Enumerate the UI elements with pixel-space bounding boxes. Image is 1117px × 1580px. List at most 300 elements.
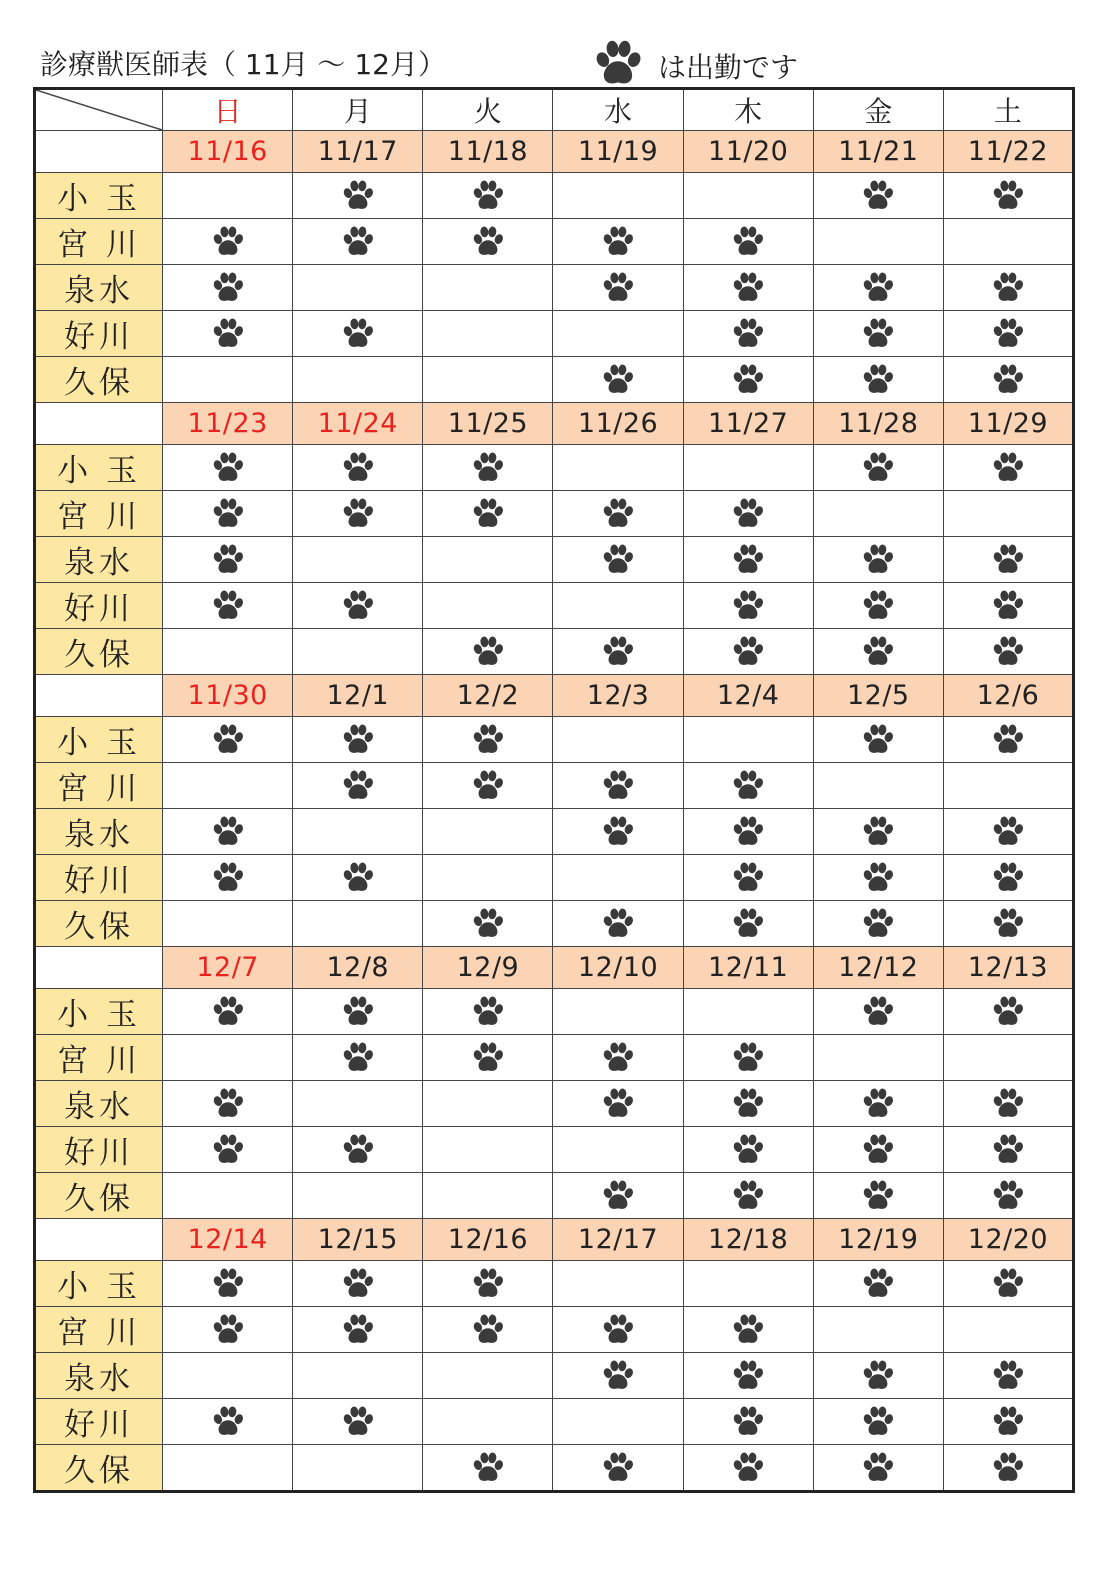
paw-icon [339, 1040, 377, 1076]
date-row [35, 947, 1074, 989]
date-cell: 11/29 [943, 403, 1073, 445]
duty-cell [683, 1173, 813, 1219]
doctor-row [35, 445, 1074, 491]
paw-icon [339, 1132, 377, 1168]
doctor-name: 宮 川 [35, 1307, 163, 1353]
duty-cell [553, 989, 683, 1035]
paw-icon [989, 542, 1027, 578]
date-row [35, 1219, 1074, 1261]
duty-cell [423, 1445, 553, 1492]
paw-icon [859, 588, 897, 624]
paw-icon [859, 1358, 897, 1394]
duty-cell [163, 989, 293, 1035]
paw-icon [209, 270, 247, 306]
duty-cell [293, 265, 423, 311]
paw-icon [989, 1132, 1027, 1168]
paw-icon [989, 1086, 1027, 1122]
duty-cell [683, 311, 813, 357]
paw-icon [469, 994, 507, 1030]
doctor-row [35, 717, 1074, 763]
date-cell: 11/21 [813, 131, 943, 173]
duty-cell [943, 445, 1073, 491]
duty-cell [163, 809, 293, 855]
duty-cell [683, 1081, 813, 1127]
page-header [40, 42, 1040, 86]
duty-cell [423, 1261, 553, 1307]
paw-icon [469, 722, 507, 758]
vet-schedule-table [33, 87, 1075, 1493]
date-cell: 12/3 [553, 675, 683, 717]
paw-icon [339, 496, 377, 532]
duty-cell [163, 491, 293, 537]
duty-cell [813, 173, 943, 219]
duty-cell [813, 1127, 943, 1173]
duty-cell [423, 445, 553, 491]
paw-icon [989, 860, 1027, 896]
duty-cell [943, 1399, 1073, 1445]
date-cell: 12/1 [293, 675, 423, 717]
paw-icon [859, 1450, 897, 1486]
date-cell: 12/10 [553, 947, 683, 989]
paw-icon [339, 1312, 377, 1348]
paw-icon [729, 860, 767, 896]
date-cell: 12/15 [293, 1219, 423, 1261]
weekday-header: 火 [423, 89, 553, 131]
paw-icon [209, 1404, 247, 1440]
duty-cell [293, 1353, 423, 1399]
paw-icon [599, 270, 637, 306]
doctor-row [35, 219, 1074, 265]
doctor-name: 宮 川 [35, 491, 163, 537]
doctor-row [35, 989, 1074, 1035]
paw-icon [339, 450, 377, 486]
paw-icon [989, 316, 1027, 352]
paw-icon [989, 270, 1027, 306]
duty-cell [943, 1261, 1073, 1307]
doctor-row [35, 491, 1074, 537]
duty-cell [683, 537, 813, 583]
paw-icon [599, 542, 637, 578]
doctor-name: 小 玉 [35, 989, 163, 1035]
duty-cell [293, 809, 423, 855]
duty-cell [553, 1399, 683, 1445]
duty-cell [813, 855, 943, 901]
duty-cell [423, 855, 553, 901]
paw-icon [469, 1040, 507, 1076]
paw-icon [989, 722, 1027, 758]
paw-icon [209, 450, 247, 486]
date-cell: 11/19 [553, 131, 683, 173]
paw-icon [989, 178, 1027, 214]
duty-cell [553, 717, 683, 763]
duty-cell [683, 445, 813, 491]
date-cell: 12/7 [163, 947, 293, 989]
paw-icon [339, 994, 377, 1030]
date-cell: 11/28 [813, 403, 943, 445]
duty-cell [813, 265, 943, 311]
doctor-row [35, 173, 1074, 219]
duty-cell [163, 855, 293, 901]
duty-cell [943, 491, 1073, 537]
duty-cell [683, 1261, 813, 1307]
duty-cell [163, 311, 293, 357]
paw-icon [859, 178, 897, 214]
duty-cell [943, 219, 1073, 265]
duty-cell [683, 629, 813, 675]
duty-cell [293, 1173, 423, 1219]
paw-icon [599, 1450, 637, 1486]
duty-cell [293, 1399, 423, 1445]
duty-cell [423, 763, 553, 809]
paw-icon [859, 1404, 897, 1440]
paw-icon [989, 906, 1027, 942]
doctor-name: 小 玉 [35, 173, 163, 219]
doctor-name: 好川 [35, 1127, 163, 1173]
duty-cell [423, 1127, 553, 1173]
paw-icon [469, 906, 507, 942]
doctor-name: 宮 川 [35, 763, 163, 809]
duty-cell [683, 265, 813, 311]
duty-cell [293, 629, 423, 675]
doctor-name: 好川 [35, 855, 163, 901]
paw-icon [729, 1040, 767, 1076]
paw-icon [989, 634, 1027, 670]
weekday-header: 日 [163, 89, 293, 131]
duty-cell [813, 901, 943, 947]
duty-cell [683, 1127, 813, 1173]
duty-cell [943, 717, 1073, 763]
doctor-row [35, 1353, 1074, 1399]
duty-cell [683, 1399, 813, 1445]
paw-icon [209, 316, 247, 352]
date-cell: 11/26 [553, 403, 683, 445]
duty-cell [813, 491, 943, 537]
duty-cell [943, 1353, 1073, 1399]
date-row [35, 675, 1074, 717]
doctor-row [35, 1445, 1074, 1492]
paw-icon [209, 722, 247, 758]
duty-cell [813, 1399, 943, 1445]
paw-icon [859, 450, 897, 486]
paw-icon [469, 1266, 507, 1302]
duty-cell [423, 357, 553, 403]
blank-cell [35, 947, 163, 989]
duty-cell [423, 989, 553, 1035]
duty-cell [683, 717, 813, 763]
duty-cell [813, 311, 943, 357]
duty-cell [813, 537, 943, 583]
paw-icon [590, 37, 646, 91]
legend [590, 42, 798, 86]
paw-icon [729, 814, 767, 850]
paw-icon [339, 588, 377, 624]
paw-icon [209, 1312, 247, 1348]
duty-cell [813, 1035, 943, 1081]
duty-cell [163, 1353, 293, 1399]
paw-icon [859, 316, 897, 352]
duty-cell [423, 265, 553, 311]
duty-cell [553, 1445, 683, 1492]
date-cell: 11/23 [163, 403, 293, 445]
doctor-row [35, 1081, 1074, 1127]
date-cell: 12/13 [943, 947, 1073, 989]
duty-cell [813, 1081, 943, 1127]
paw-icon [209, 588, 247, 624]
duty-cell [683, 1035, 813, 1081]
duty-cell [683, 491, 813, 537]
paw-icon [729, 906, 767, 942]
paw-icon [339, 860, 377, 896]
duty-cell [813, 763, 943, 809]
duty-cell [553, 445, 683, 491]
duty-cell [293, 173, 423, 219]
duty-cell [163, 1081, 293, 1127]
doctor-name: 久保 [35, 1445, 163, 1492]
paw-icon [859, 994, 897, 1030]
duty-cell [293, 583, 423, 629]
duty-cell [293, 1307, 423, 1353]
paw-icon [469, 1312, 507, 1348]
duty-cell [553, 763, 683, 809]
page-title: 診療獣医師表（ 11月 〜 12月） [40, 48, 446, 81]
weekday-header: 木 [683, 89, 813, 131]
duty-cell [943, 1307, 1073, 1353]
doctor-name: 泉水 [35, 537, 163, 583]
doctor-name: 久保 [35, 901, 163, 947]
paw-icon [209, 814, 247, 850]
duty-cell [683, 583, 813, 629]
duty-cell [683, 855, 813, 901]
date-cell: 12/11 [683, 947, 813, 989]
paw-icon [729, 542, 767, 578]
duty-cell [423, 311, 553, 357]
paw-icon [209, 224, 247, 260]
duty-cell [553, 901, 683, 947]
doctor-row [35, 1307, 1074, 1353]
paw-icon [339, 316, 377, 352]
duty-cell [163, 1261, 293, 1307]
paw-icon [859, 1178, 897, 1214]
duty-cell [553, 1173, 683, 1219]
paw-icon [469, 178, 507, 214]
doctor-name: 宮 川 [35, 1035, 163, 1081]
duty-cell [293, 989, 423, 1035]
paw-icon [989, 1404, 1027, 1440]
duty-cell [423, 901, 553, 947]
duty-cell [423, 1307, 553, 1353]
date-cell: 11/17 [293, 131, 423, 173]
duty-cell [293, 311, 423, 357]
duty-cell [423, 717, 553, 763]
duty-cell [293, 855, 423, 901]
duty-cell [943, 1127, 1073, 1173]
duty-cell [813, 219, 943, 265]
date-cell: 11/27 [683, 403, 813, 445]
duty-cell [293, 1127, 423, 1173]
paw-icon [859, 722, 897, 758]
doctor-row [35, 763, 1074, 809]
doctor-name: 久保 [35, 357, 163, 403]
blank-cell [35, 403, 163, 445]
duty-cell [943, 1081, 1073, 1127]
duty-cell [553, 173, 683, 219]
duty-cell [163, 173, 293, 219]
paw-icon [859, 362, 897, 398]
date-row [35, 131, 1074, 173]
doctor-row [35, 583, 1074, 629]
doctor-row [35, 901, 1074, 947]
paw-icon [209, 860, 247, 896]
duty-cell [813, 583, 943, 629]
duty-cell [423, 1399, 553, 1445]
paw-icon [209, 1086, 247, 1122]
duty-cell [163, 1307, 293, 1353]
duty-cell [553, 311, 683, 357]
date-cell: 11/30 [163, 675, 293, 717]
duty-cell [943, 901, 1073, 947]
diagonal-line [36, 90, 162, 130]
paw-icon [729, 1404, 767, 1440]
duty-cell [813, 1445, 943, 1492]
duty-cell [553, 809, 683, 855]
weekday-header: 水 [553, 89, 683, 131]
duty-cell [553, 1081, 683, 1127]
date-row [35, 403, 1074, 445]
duty-cell [293, 763, 423, 809]
paw-icon [729, 634, 767, 670]
doctor-name: 好川 [35, 583, 163, 629]
duty-cell [813, 1173, 943, 1219]
doctor-row [35, 855, 1074, 901]
duty-cell [163, 901, 293, 947]
paw-icon [209, 1266, 247, 1302]
duty-cell [813, 629, 943, 675]
doctor-name: 好川 [35, 1399, 163, 1445]
doctor-row [35, 809, 1074, 855]
paw-icon [599, 362, 637, 398]
duty-cell [163, 1035, 293, 1081]
duty-cell [163, 717, 293, 763]
paw-icon [989, 1358, 1027, 1394]
duty-cell [423, 583, 553, 629]
duty-cell [943, 855, 1073, 901]
duty-cell [423, 173, 553, 219]
duty-cell [683, 809, 813, 855]
doctor-name: 小 玉 [35, 1261, 163, 1307]
legend-text: は出勤です [658, 51, 799, 84]
date-cell: 11/25 [423, 403, 553, 445]
duty-cell [423, 1173, 553, 1219]
weekday-header-row [35, 89, 1074, 131]
date-cell: 11/22 [943, 131, 1073, 173]
paw-icon [989, 814, 1027, 850]
paw-icon [209, 496, 247, 532]
paw-icon [469, 496, 507, 532]
duty-cell [813, 1353, 943, 1399]
paw-icon [729, 1450, 767, 1486]
duty-cell [553, 537, 683, 583]
duty-cell [163, 537, 293, 583]
paw-icon [599, 1358, 637, 1394]
duty-cell [293, 219, 423, 265]
duty-cell [683, 1445, 813, 1492]
paw-icon [989, 1178, 1027, 1214]
paw-icon [599, 906, 637, 942]
paw-icon [729, 316, 767, 352]
duty-cell [943, 357, 1073, 403]
duty-cell [813, 357, 943, 403]
date-cell: 11/16 [163, 131, 293, 173]
paw-icon [469, 450, 507, 486]
duty-cell [813, 809, 943, 855]
duty-cell [423, 809, 553, 855]
paw-icon [989, 994, 1027, 1030]
duty-cell [813, 1307, 943, 1353]
paw-icon [599, 1040, 637, 1076]
weekday-header: 月 [293, 89, 423, 131]
paw-icon [989, 1450, 1027, 1486]
duty-cell [293, 445, 423, 491]
duty-cell [553, 1035, 683, 1081]
duty-cell [683, 219, 813, 265]
duty-cell [683, 173, 813, 219]
duty-cell [943, 1173, 1073, 1219]
duty-cell [943, 537, 1073, 583]
paw-icon [859, 542, 897, 578]
date-cell: 12/17 [553, 1219, 683, 1261]
duty-cell [813, 989, 943, 1035]
paw-icon [339, 768, 377, 804]
paw-icon [729, 1178, 767, 1214]
duty-cell [943, 809, 1073, 855]
duty-cell [163, 629, 293, 675]
duty-cell [163, 265, 293, 311]
paw-icon [339, 1404, 377, 1440]
paw-icon [729, 1132, 767, 1168]
duty-cell [163, 1173, 293, 1219]
duty-cell [943, 583, 1073, 629]
date-cell: 12/2 [423, 675, 553, 717]
paw-icon [599, 814, 637, 850]
paw-icon [599, 224, 637, 260]
duty-cell [423, 629, 553, 675]
paw-icon [859, 814, 897, 850]
date-cell: 12/20 [943, 1219, 1073, 1261]
doctor-row [35, 629, 1074, 675]
doctor-name: 泉水 [35, 265, 163, 311]
paw-icon [729, 1358, 767, 1394]
paw-icon [599, 634, 637, 670]
duty-cell [553, 855, 683, 901]
duty-cell [813, 1261, 943, 1307]
paw-icon [989, 588, 1027, 624]
duty-cell [163, 445, 293, 491]
paw-icon [339, 722, 377, 758]
duty-cell [553, 265, 683, 311]
blank-cell [35, 675, 163, 717]
duty-cell [553, 1261, 683, 1307]
doctor-name: 泉水 [35, 809, 163, 855]
duty-cell [553, 491, 683, 537]
paw-icon [989, 450, 1027, 486]
paw-icon [469, 768, 507, 804]
duty-cell [813, 717, 943, 763]
paw-icon [729, 224, 767, 260]
paw-icon [599, 1178, 637, 1214]
duty-cell [943, 989, 1073, 1035]
paw-icon [729, 496, 767, 532]
paw-icon [859, 860, 897, 896]
